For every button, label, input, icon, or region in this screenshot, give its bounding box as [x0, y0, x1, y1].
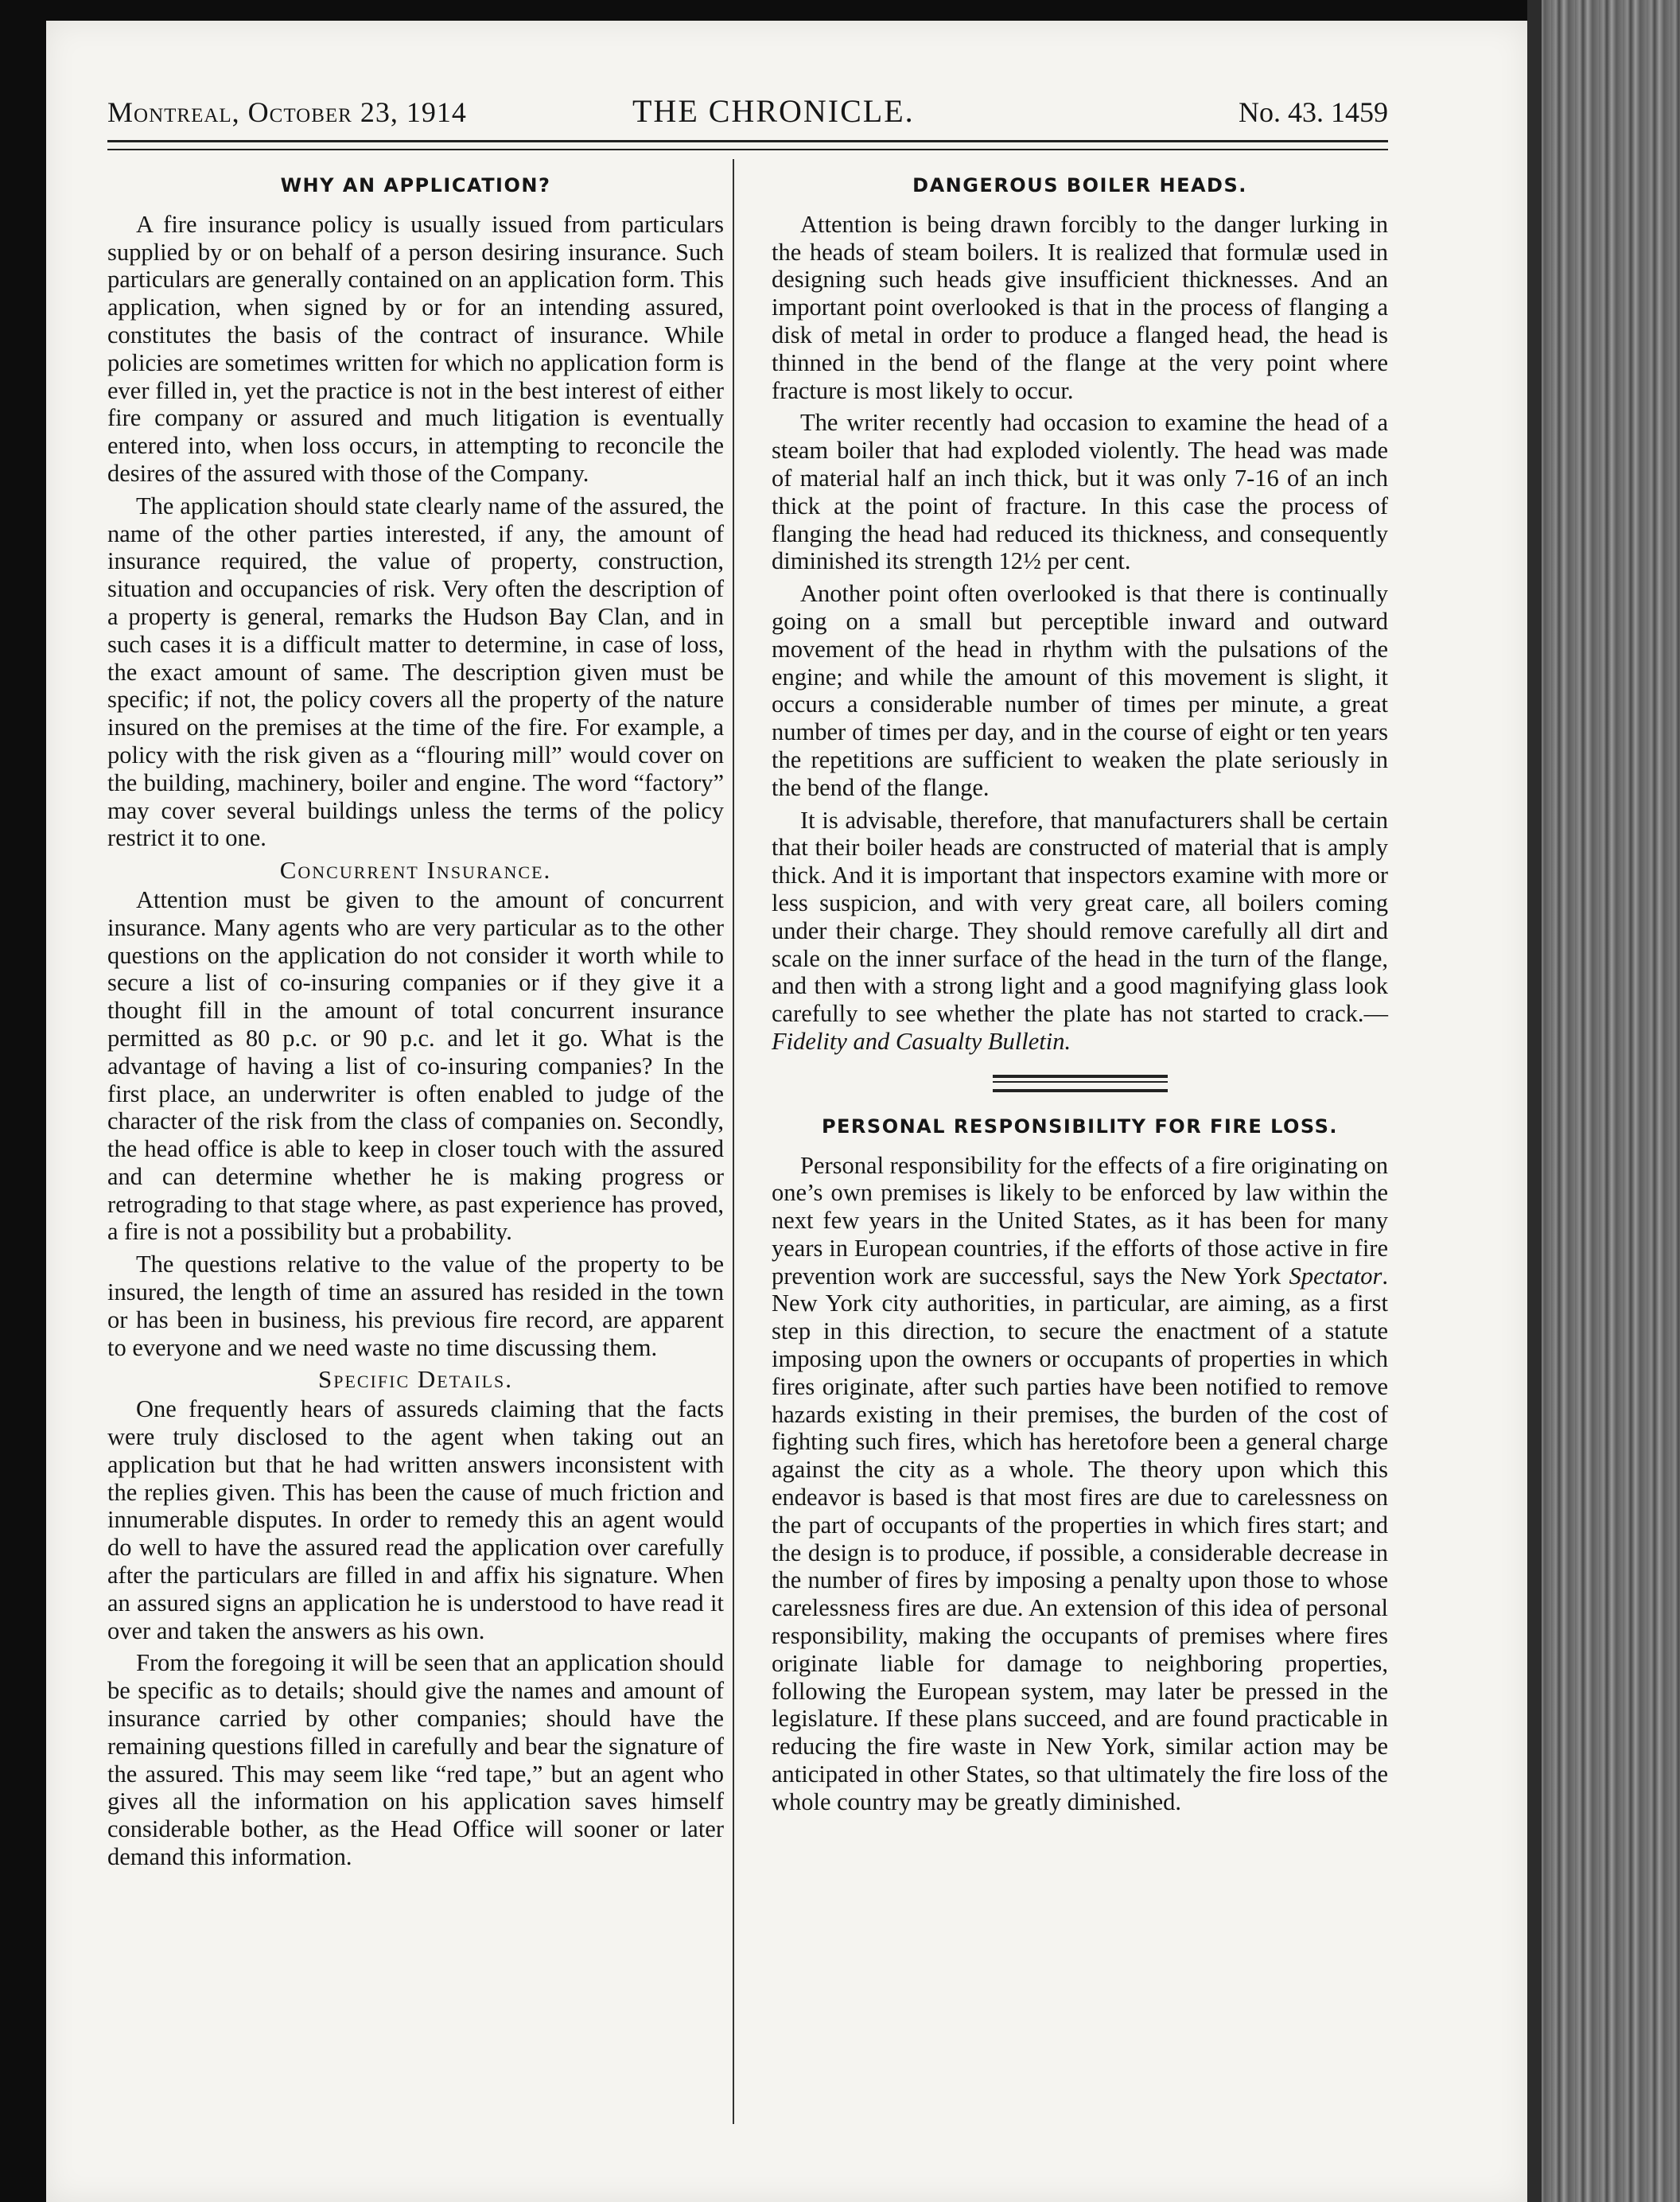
paragraph: One frequently hears of assureds claiming that the facts were truly disclosed to the agent when taking out an application but that he had written answers inconsistent with the replies given. This has been the cause of much friction and innumerable disputes. In order to remedy this an agent would do well to have the assured read the application over carefully after the particulars are filled in and affix his signature. When an assured signs an application he is understood to have read it over and taken the answers as his own. [107, 1395, 724, 1644]
column-divider [733, 159, 734, 2124]
paragraph: From the foregoing it will be seen that an application should be specific as to details; should give the names and amount of insurance carried by other companies; should have the remaining questions filled in carefully and bear the signature of the assured. This may seem like “red tape,” but an agent who gives all the information on his application saves himself considerable bother, as the Head Office will sooner or later demand this information. [107, 1649, 724, 1871]
paragraph: The application should state clearly name of the assured, the name of the other parties interested, if any, the amount of insurance required, the value of property, construction, situation and occupancies of risk. Very often the description of a property is general, remarks the Hudson Bay Clan, and in such cases it is a difficult matter to determine, in case of loss, the exact amount of same. The description given must be specific; if not, the policy covers all the property of the nature insured on the premises at the time of the fire. For example, a policy with the risk given as a “flouring mill” would cover on the building, machinery, boiler and engine. The word “factory” may cover several buildings unless the terms of the policy restrict it to one. [107, 492, 724, 852]
paragraph: The writer recently had occasion to examine the head of a steam boiler that had exploded violently. The head was made of material half an inch thick, but it was only 7-16 of an inch thick at the point of fracture. In this case the process of flanging the head had reduced its thickness, and consequently diminished its strength 12½ per cent. [772, 409, 1388, 575]
header-dateline: Montreal, October 23, 1914 [107, 96, 467, 128]
running-header [107, 89, 1388, 137]
left-column [107, 167, 724, 1876]
header-rule [107, 140, 1388, 150]
right-column [772, 167, 1388, 1821]
publication-title: THE CHRONICLE. [632, 93, 915, 129]
paragraph-with-citation [772, 807, 1388, 1056]
paragraph-text: It is advisable, therefore, that manufacturers shall be certain that their boiler heads are constructed of material that is amply thick. And it is important that inspectors examine with more or less suspicion, and with very great care, all boilers coming under their charge. They should remove carefully all dirt and scale on the inner surface of the head in the turn of the flange, and then with a strong light and a good magnifying glass look carefully to see whether the plate has not started to crack.— [772, 806, 1388, 1028]
article-title-application: WHY AN APPLICATION? [280, 174, 551, 196]
publication-name: Spectator [1289, 1262, 1382, 1290]
source-citation: Fidelity and Casualty Bulletin. [772, 1027, 1071, 1055]
paragraph: Attention must be given to the amount of concurrent insurance. Many agents who are very particular as to the other questions on the application do not consider it worth while to secure a list of co-insuring companies or if they give it a thought fill in the amount of total concurrent insurance permitted as 80 p.c. or 90 p.c. and let it go. What is the advantage of having a list of co-insuring companies? In the first place, an underwriter is often enabled to judge of the character of the risk from the class of companies on. Secondly, the head office is able to keep in closer touch with the assured and can determine whether he is making progress or retrograding to that stage where, as past experience has proved, a fire is not a possibility but a probability. [107, 885, 724, 1246]
spine-edge [1527, 0, 1542, 2202]
article-title-boiler-heads: DANGEROUS BOILER HEADS. [912, 174, 1247, 196]
paragraph-text: Personal responsibility for the effects of a fire originating on one’s own premises is likely to be enforced by law within the next few years in the United States, as it has been for many years in European countries, if the efforts of those active in fire prevention work are successful, says the New York [772, 1151, 1388, 1290]
issue-page-number: No. 43. 1459 [1239, 96, 1388, 128]
article-title-personal-responsibility: PERSONAL RESPONSIBILITY FOR FIRE LOSS. [821, 1115, 1339, 1138]
paragraph: Attention is being drawn forcibly to the danger lurking in the heads of steam boilers. It is realized that formulæ used in designing such heads give insufficient thicknesses. And an important point overlooked is that in the process of flanging a disk of metal in order to produce a flanged head, the head is thinned in the bend of the flange at the very point where fracture is most likely to occur. [772, 210, 1388, 404]
paragraph-text: . New York city authorities, in particular, are aiming, as a first step in this direction, to secure the enactment of a statute imposing upon the owners or occupants of properties in which fires originate, after such parties have been notified to remove hazards existing in their premises, the burden of the cost of fighting such fires, which has heretofore been a general charge against the city as a whole. The theory upon which this endeavor is based is that most fires are due to carelessness on the part of occupants of the properties in which fires start; and the design is to produce, if possible, a considerable decrease in the number of fires by imposing a penalty upon those to whose carelessness fires are due. An extension of this idea of personal responsibility, making the occupants of premises where fires originate liable for damage to neighboring properties, following the European system, may later be pressed in the legislature. If these plans succeed, and are found practicable in reducing the fire waste in New York, similar action may be anticipated in other States, so that ultimately the fire loss of the whole country may be greatly diminished. [772, 1262, 1388, 1815]
paragraph: The questions relative to the value of the property to be insured, the length of time an assured has resided in the town or has been in business, his previous fire record, are apparent to everyone and we need waste no time discussing them. [107, 1251, 724, 1361]
paragraph: A fire insurance policy is usually issued from particulars supplied by or on behalf of a person desiring insurance. Such particulars are generally contained on an application form. This application, when signed by or for an intending assured, constitutes the basis of the contract of insurance. While policies are sometimes written for which no application form is ever filled in, yet the practice is not in the best interest of either fire company or assured and much litigation is eventually entered into, when loss occurs, in attempting to reconcile the desires of the assured with those of the Company. [107, 210, 724, 487]
paragraph [772, 1152, 1388, 1816]
subheading-concurrent-insurance: Concurrent Insurance. [279, 856, 552, 885]
article-separator [993, 1075, 1168, 1092]
paragraph: Another point often overlooked is that there is continually going on a small but perceptible inward and outward movement of the head in rhythm with the pulsations of the engine; and while the amount of this movement is slight, it occurs a considerable number of times per minute, a great number of times per day, and in the course of eight or ten years the repetitions are sufficient to weaken the plate seriously in the bend of the flange. [772, 580, 1388, 801]
subheading-specific-details: Specific Details. [317, 1365, 514, 1394]
book-spine [1527, 0, 1680, 2202]
